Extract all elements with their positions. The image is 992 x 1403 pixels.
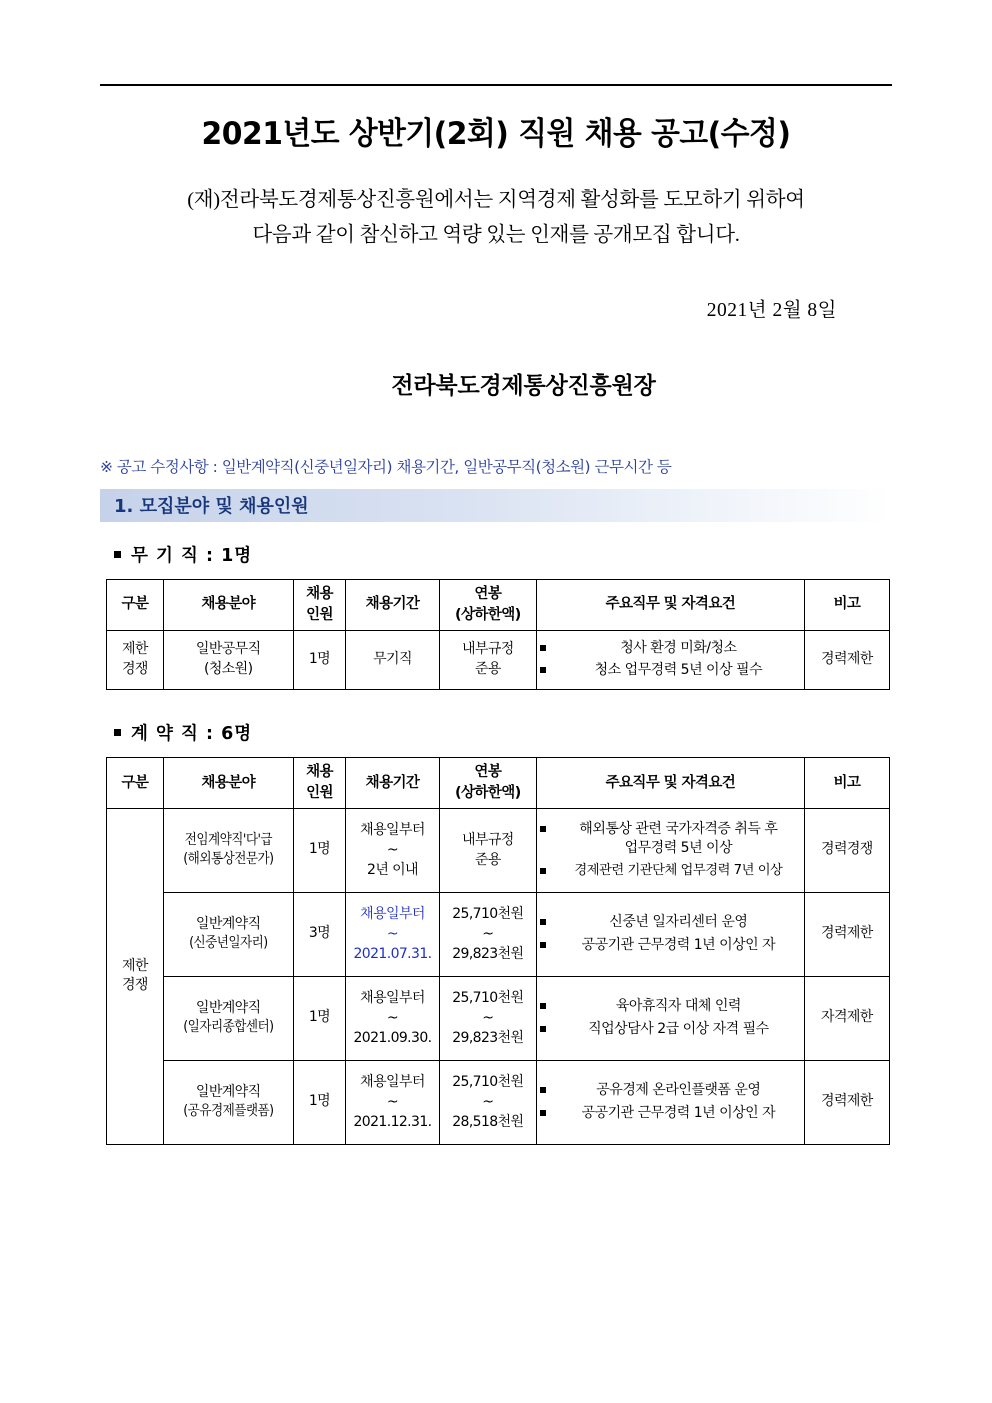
- cell-term-line3: 2021.07.31.: [353, 946, 432, 963]
- cell-term-line3: 2021.09.30.: [353, 1030, 432, 1047]
- cell-field: [163, 976, 293, 1060]
- table-row: [107, 630, 890, 689]
- col-header-field: 채용분야: [163, 757, 293, 808]
- duty-item: 경제관련 기관단체 업무경력 7년 이상: [539, 862, 802, 881]
- cell-term: 무기직: [346, 630, 439, 689]
- duty-item: [539, 820, 802, 859]
- cell-term-line1: 채용일부터: [360, 1073, 425, 1090]
- col-header-number: [293, 579, 346, 630]
- cell-gubun-line1: 제한: [121, 641, 148, 657]
- cell-field-line2: (일자리종합센터): [183, 1019, 274, 1036]
- section-header-1: [100, 489, 892, 522]
- announcement-date: 2021년 2월 8일: [706, 299, 837, 321]
- cell-term-line2: ~: [386, 1010, 399, 1027]
- cell-field-line2: (청소원): [203, 660, 253, 677]
- cell-pay: [439, 630, 536, 689]
- cell-field-line1: 일반공무직: [195, 641, 261, 657]
- col-header-duty: 주요직무 및 자격요건: [537, 757, 805, 808]
- cell-pay-line2: ~: [482, 926, 494, 943]
- table-permanent-positions: [106, 579, 890, 690]
- cell-pay-line1: 25,710천원: [452, 1073, 524, 1090]
- col-header-number-line2: 인원: [306, 606, 333, 623]
- table-row: [107, 892, 890, 976]
- col-header-pay: [439, 579, 536, 630]
- cell-pay-line2: 준용: [474, 660, 501, 677]
- cell-note: 경력제한: [804, 630, 889, 689]
- cell-number: 3명: [293, 892, 346, 976]
- lead-paragraph: [126, 183, 866, 254]
- col-header-field: 채용분야: [163, 579, 293, 630]
- cell-pay-line2: ~: [482, 1010, 494, 1027]
- cell-term-line2: ~: [386, 926, 399, 943]
- duty-item: 육아휴직자 대체 인력: [539, 997, 802, 1017]
- revision-notice: ※ 공고 수정사항 : 일반계약직(신중년일자리) 채용기간, 일반공무직(청소원) 근무시간 등: [100, 457, 672, 476]
- col-header-number-line1: 채용: [306, 764, 333, 781]
- cell-number: 1명: [293, 630, 346, 689]
- col-header-gubun: 구분: [107, 757, 164, 808]
- top-divider: [100, 84, 892, 86]
- cell-duty: [537, 892, 805, 976]
- cell-note: 경력제한: [804, 1060, 889, 1144]
- cell-term-line2: ~: [386, 1094, 399, 1111]
- cell-term: [346, 808, 439, 892]
- cell-field-line1: 일반계약직: [195, 915, 261, 932]
- subheading-contract-label: 계 약 직 : 6명: [131, 723, 253, 744]
- cell-field: [163, 1060, 293, 1144]
- duty-item: 직업상담사 2급 이상 자격 필수: [539, 1020, 802, 1040]
- col-header-gubun: 구분: [107, 579, 164, 630]
- col-header-number-line1: 채용: [306, 586, 333, 603]
- duty-item: 공공기관 근무경력 1년 이상인 자: [539, 936, 802, 956]
- duty-item-line1: 해외통상 관련 국가자격증 취득 후: [579, 820, 778, 837]
- cell-pay-line3: 29,823천원: [452, 1030, 524, 1047]
- table-contract-positions: [106, 757, 890, 1145]
- duty-item: 청사 환경 미화/청소: [539, 639, 802, 659]
- duty-item: 청소 업무경력 5년 이상 필수: [539, 661, 802, 681]
- col-header-note: 비고: [804, 757, 889, 808]
- cell-gubun: [107, 630, 164, 689]
- lead-line-1: (재)전라북도경제통상진흥원에서는 지역경제 활성화를 도모하기 위하여: [187, 189, 805, 211]
- cell-term-line3: 2021.12.31.: [353, 1114, 432, 1131]
- cell-duty: [537, 976, 805, 1060]
- cell-field: [163, 892, 293, 976]
- table-row: [107, 976, 890, 1060]
- cell-note: 자격제한: [804, 976, 889, 1060]
- cell-gubun-line2: 경쟁: [121, 977, 148, 994]
- cell-field: [163, 630, 293, 689]
- cell-gubun-line1: 제한: [121, 957, 148, 974]
- cell-pay: [439, 976, 536, 1060]
- cell-pay-line1: 25,710천원: [452, 989, 524, 1006]
- cell-pay-line2: ~: [482, 1094, 494, 1111]
- cell-pay-line2: 준용: [474, 852, 501, 869]
- cell-term-line2: ~: [386, 842, 399, 859]
- cell-field-line2: (신중년일자리): [188, 935, 268, 952]
- square-bullet-icon: [114, 729, 121, 736]
- col-header-note: 비고: [804, 579, 889, 630]
- cell-term-line3: 2년 이내: [367, 862, 418, 879]
- cell-pay-line3: 28,518천원: [452, 1114, 524, 1131]
- duty-item: 공공기관 근무경력 1년 이상인 자: [539, 1104, 802, 1124]
- table-row: [107, 1060, 890, 1144]
- col-header-pay-line2: (상하한액): [454, 784, 521, 801]
- cell-note: 경력제한: [804, 892, 889, 976]
- cell-duty: [537, 1060, 805, 1144]
- cell-term-line1: 채용일부터: [360, 989, 425, 1006]
- cell-duty: [537, 808, 805, 892]
- cell-field-line1: 전임계약직'다'급: [184, 831, 272, 848]
- cell-number: 1명: [293, 976, 346, 1060]
- col-header-pay-line1: 연봉: [474, 764, 502, 781]
- cell-pay-line1: 25,710천원: [452, 905, 524, 922]
- cell-gubun-merged: [107, 808, 164, 1144]
- page-title: 2021년도 상반기(2회) 직원 채용 공고(수정): [201, 116, 791, 152]
- col-header-pay-line2: (상하한액): [454, 606, 521, 623]
- table-row: [107, 808, 890, 892]
- cell-field-line1: 일반계약직: [195, 1083, 261, 1100]
- cell-pay-line1: 내부규정: [461, 831, 514, 848]
- col-header-number: [293, 757, 346, 808]
- col-header-term: 채용기간: [346, 757, 439, 808]
- cell-note: 경력경쟁: [804, 808, 889, 892]
- subheading-contract: [100, 720, 892, 745]
- cell-field-line2: (해외통상전문가): [183, 851, 274, 868]
- cell-gubun-line2: 경쟁: [121, 660, 148, 677]
- duty-item: 신중년 일자리센터 운영: [539, 913, 802, 933]
- cell-pay: [439, 892, 536, 976]
- cell-pay: [439, 1060, 536, 1144]
- cell-term: [346, 976, 439, 1060]
- cell-term: [346, 892, 439, 976]
- subheading-permanent: [100, 542, 892, 567]
- col-header-pay: [439, 757, 536, 808]
- col-header-pay-line1: 연봉: [474, 586, 502, 603]
- duty-item: 공유경제 온라인플랫폼 운영: [539, 1081, 802, 1101]
- cell-field: [163, 808, 293, 892]
- cell-field-line2: (공유경제플랫폼): [183, 1103, 274, 1120]
- cell-number: 1명: [293, 1060, 346, 1144]
- subheading-permanent-label: 무 기 직 : 1명: [131, 545, 253, 566]
- cell-duty: [537, 630, 805, 689]
- table-header-row: [107, 579, 890, 630]
- cell-pay: [439, 808, 536, 892]
- cell-term-line1: 채용일부터: [360, 821, 425, 838]
- table-header-row: [107, 757, 890, 808]
- cell-term: [346, 1060, 439, 1144]
- cell-pay-line3: 29,823천원: [452, 946, 524, 963]
- col-header-duty: 주요직무 및 자격요건: [537, 579, 805, 630]
- duty-item-line2: 업무경력 5년 이상: [624, 840, 733, 857]
- cell-field-line1: 일반계약직: [195, 999, 261, 1016]
- organization-name: 전라북도경제통상진흥원장: [391, 372, 656, 398]
- cell-number: 1명: [293, 808, 346, 892]
- col-header-term: 채용기간: [346, 579, 439, 630]
- square-bullet-icon: [114, 551, 121, 558]
- section-1-title: 1. 모집분야 및 채용인원: [114, 496, 309, 517]
- cell-term-line1: 채용일부터: [360, 905, 425, 922]
- col-header-number-line2: 인원: [306, 784, 333, 801]
- cell-pay-line1: 내부규정: [461, 641, 514, 657]
- lead-line-2: 다음과 같이 참신하고 역량 있는 인재를 공개모집 합니다.: [252, 224, 740, 247]
